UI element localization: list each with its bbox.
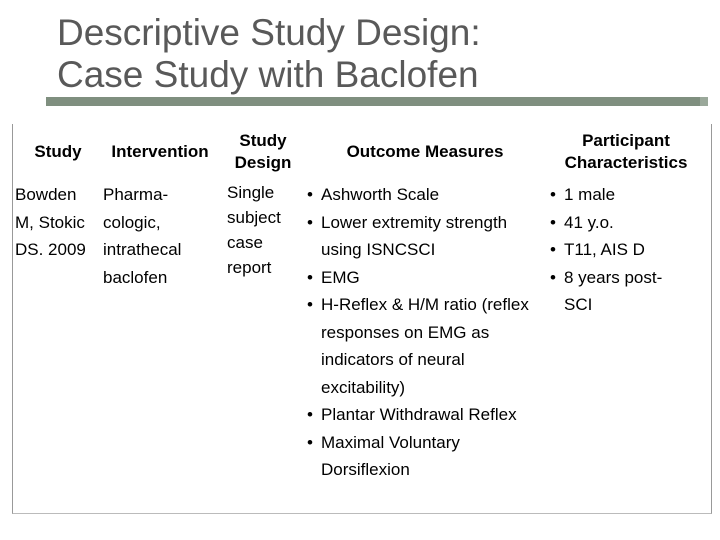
intervention-line: baclofen [103, 267, 168, 287]
study-line: Bowden [15, 185, 77, 204]
header-study-design-line-1: Study [239, 131, 287, 150]
participant-item [550, 181, 690, 209]
outcome-item [307, 291, 552, 401]
design-line: subject [227, 208, 281, 227]
outcome-item [307, 264, 552, 292]
participant-item [550, 236, 690, 264]
design-line: Single [227, 183, 275, 202]
study-line: M, Stokic [15, 212, 85, 232]
header-intervention: Intervention [111, 142, 209, 161]
participant-item [550, 209, 690, 237]
outcome-item [307, 209, 552, 264]
participant-item-text: 8 years post-SCI [564, 267, 663, 314]
participant-item-text: T11, AIS D [564, 240, 645, 259]
outcome-item-text: Plantar Withdrawal Reflex [321, 405, 517, 424]
outcome-item-text: Maximal Voluntary Dorsiflexion [321, 432, 460, 479]
header-study-design-line-2: Design [234, 153, 292, 172]
study-line: DS. 2009 [15, 240, 86, 259]
intervention-line: cologic, [103, 212, 161, 232]
header-study-design [226, 130, 300, 174]
intervention-line: intrathecal [103, 240, 182, 259]
participant-item-text: 1 male [564, 185, 616, 204]
outcome-item [307, 429, 552, 484]
header-outcome-measures: Outcome Measures [346, 142, 504, 161]
header-participant-line-2: Characteristics [564, 153, 688, 172]
header-participant-characteristics [548, 130, 704, 174]
design-line: report [227, 258, 272, 277]
title-line-1: Descriptive Study Design: [57, 12, 481, 53]
outcome-item [307, 401, 552, 429]
participant-item-text: 41 y.o. [564, 212, 614, 232]
cell-participant-characteristics [550, 181, 690, 319]
outcome-item-text: EMG [321, 267, 360, 287]
cell-intervention [103, 181, 221, 291]
title-divider [46, 97, 700, 106]
cell-study [15, 181, 101, 264]
outcome-item [307, 181, 552, 209]
participant-item [550, 264, 690, 319]
intervention-line: Pharma- [103, 185, 169, 204]
cell-study-design [227, 180, 303, 280]
outcome-item-text: Lower extremity strength using ISNCSCI [321, 212, 508, 259]
header-participant-line-1: Participant [582, 131, 670, 150]
outcome-item-text: H-Reflex & H/M ratio (reflex responses on EMG as indicators of neural excitability) [321, 295, 529, 397]
outcome-item-text: Ashworth Scale [321, 185, 440, 204]
title-divider-accent [700, 97, 708, 106]
cell-outcome-measures [307, 181, 552, 484]
design-line: case [227, 233, 263, 252]
slide-title [57, 12, 697, 96]
header-study: Study [34, 142, 82, 161]
title-line-2: Case Study with Baclofen [57, 54, 479, 95]
